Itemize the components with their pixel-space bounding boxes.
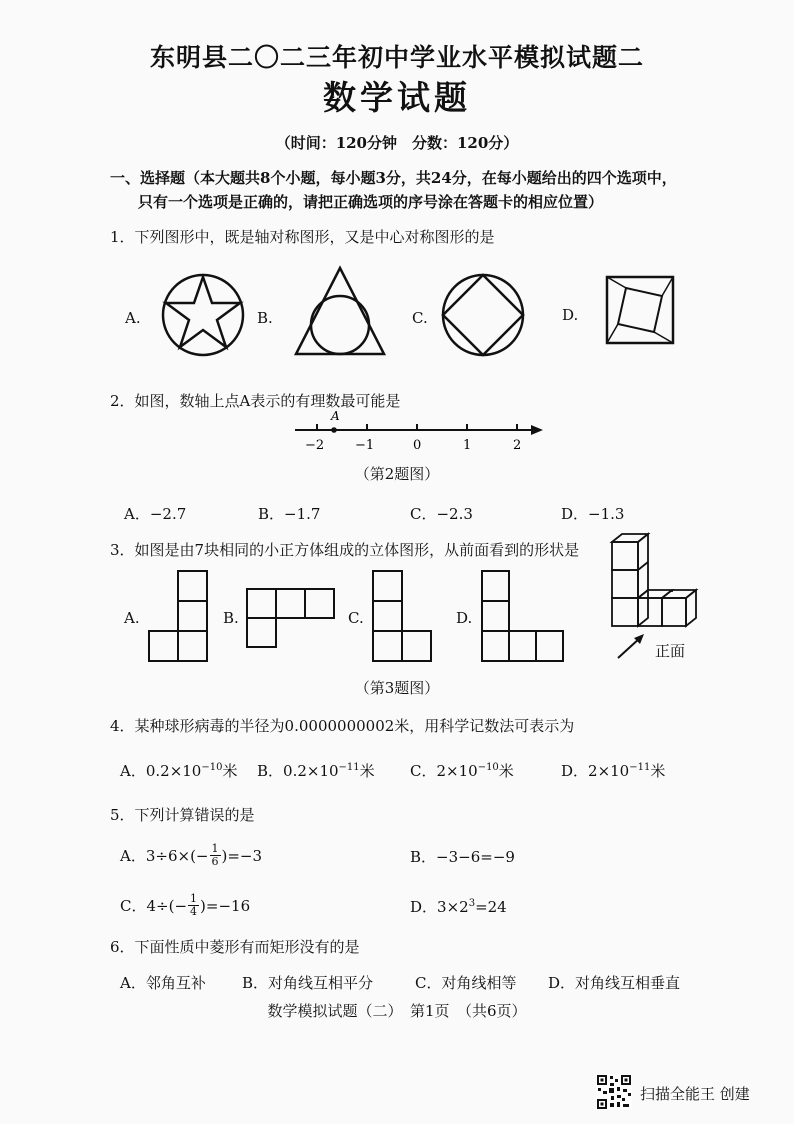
q6-option-d: D．对角线互相垂直 — [548, 974, 681, 992]
tick-label-2: 2 — [513, 438, 522, 453]
q4-option-a: A．$0.2\times 10^{-10}$米 — [120, 762, 238, 780]
subject-title: 数学试题 — [323, 78, 471, 117]
time-info: （时间：120分钟 分数：120分） — [275, 134, 519, 152]
q3-label-d: D. — [456, 609, 473, 627]
q5-option-a: A． 3÷6×(− $\frac{1}{6}$ )=−3 — [120, 842, 263, 868]
q3-solid-figure — [600, 530, 704, 666]
q3-view-b — [246, 588, 336, 650]
point-a-label: A — [331, 409, 340, 423]
pinwheel-square-figure — [604, 274, 678, 348]
q1-label-d: D. — [562, 306, 579, 324]
q4-stem: 4．某种球形病毒的半径为0.0000000002米，用科学记数法可表示为 — [110, 717, 575, 735]
q3-caption: （第3题图） — [354, 679, 440, 697]
q3-stem: 3．如图是由7块相同的小正方体组成的立体图形，从前面看到的形状是 — [110, 541, 580, 559]
q3-view-d — [481, 570, 567, 663]
tick-label-neg2: −2 — [305, 438, 325, 453]
page-footer: 数学模拟试题（二） 第1页 （共6页） — [267, 1002, 527, 1020]
tick-label-neg1: −1 — [355, 438, 375, 453]
q6-option-b: B．对角线互相平分 — [242, 974, 374, 992]
q1-stem: 1．下列图形中，既是轴对称图形，又是中心对称图形的是 — [110, 228, 495, 246]
q5-stem: 5．下列计算错误的是 — [110, 806, 255, 824]
q2-option-c: C．−2.3 — [410, 505, 473, 523]
q3-label-a: A. — [124, 609, 140, 627]
q5-option-d: D．$3\times 2^3=24$ — [410, 898, 507, 916]
q3-view-c — [372, 570, 434, 663]
q1-label-c: C. — [412, 309, 428, 327]
q4-option-d: D．$2\times 10^{-11}$米 — [561, 762, 666, 780]
section-line-1: 一、选择题（本大题共8个小题，每小题3分，共24分，在每小题给出的四个选项中， — [110, 169, 677, 187]
q3-front-label: 正面 — [655, 642, 686, 660]
tick-label-0: 0 — [413, 438, 422, 453]
front-direction-arrow — [618, 638, 640, 658]
q3-view-a — [148, 570, 210, 663]
q4-option-b: B．$0.2\times 10^{-11}$米 — [257, 762, 375, 780]
q2-option-d: D．−1.3 — [561, 505, 625, 523]
q2-caption: （第2题图） — [354, 465, 440, 483]
tick-label-1: 1 — [463, 438, 472, 453]
number-line — [285, 405, 550, 457]
q5-option-c: C． 4÷(− $\frac{1}{4}$ )=−16 — [120, 892, 251, 918]
q2-option-b: B．−1.7 — [258, 505, 321, 523]
triangle-circle-figure — [292, 264, 388, 360]
section-line-2: 只有一个选项是正确的，请把正确选项的序号涂在答题卡的相应位置） — [138, 193, 604, 211]
point-a-marker — [331, 427, 337, 433]
q1-label-a: A. — [125, 309, 141, 327]
section-instructions — [110, 166, 710, 214]
q3-label-c: C. — [348, 609, 364, 627]
q2-stem: 2．如图，数轴上点A表示的有理数最可能是 — [110, 392, 401, 410]
exam-title: 东明县二〇二三年初中学业水平模拟试题二 — [149, 43, 644, 72]
q3-label-b: B. — [223, 609, 239, 627]
q1-label-b: B. — [257, 309, 273, 327]
q6-stem: 6．下面性质中菱形有而矩形没有的是 — [110, 938, 360, 956]
q5-option-b: B．−3−6=−9 — [410, 848, 515, 866]
q6-option-c: C．对角线相等 — [415, 974, 517, 992]
circle-star-figure — [160, 272, 246, 358]
q4-option-c: C．$2\times 10^{-10}$米 — [410, 762, 514, 780]
scanner-credit: 扫描全能王 创建 — [640, 1085, 750, 1103]
q2-option-a: A．−2.7 — [124, 505, 187, 523]
q6-option-a: A．邻角互补 — [120, 974, 206, 992]
circle-square-figure — [440, 272, 526, 358]
qr-code-icon — [596, 1074, 632, 1110]
